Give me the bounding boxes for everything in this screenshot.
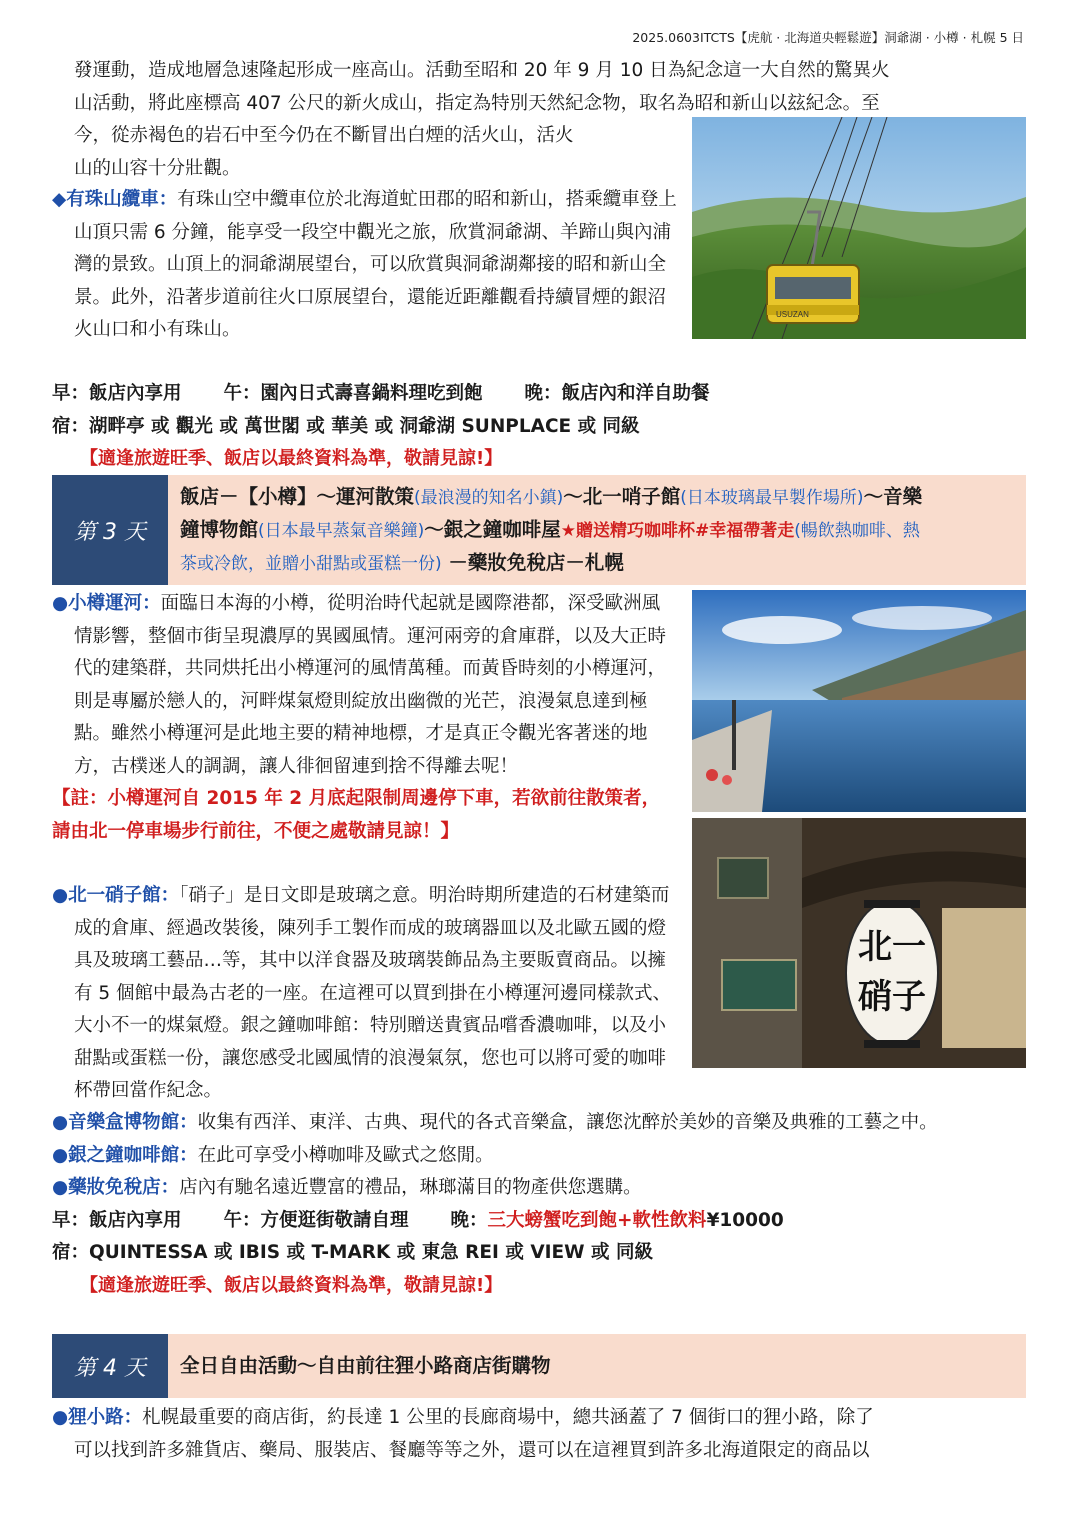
breakfast: 早：飯店內享用 (52, 1209, 182, 1231)
kitaichi-section (52, 880, 678, 1108)
dinner-label: 晚： (450, 1209, 488, 1231)
kitaichi-title: 北一硝子館： (68, 885, 180, 906)
kitaichi-lantern-photo (692, 818, 1026, 1068)
usuzan-ropeway-photo (692, 117, 1026, 339)
day4-route: 全日自由活動～自由前往狸小路商店街購物 (180, 1354, 551, 1377)
intro-line: 今，從赤褐色的岩石中至今仍在不斷冒出白煙的活火山，活火 (74, 125, 574, 146)
lunch: 午：方便逛街敬請自理 (223, 1209, 409, 1231)
intro-line: 山的山容十分壯觀。 (74, 157, 241, 179)
day4-bar (52, 1334, 1026, 1398)
otaru-title: 小樽運河： (68, 593, 161, 614)
hotel-notice: 【適逢旅遊旺季、飯店以最終資料為準，敬請見諒!】 (80, 1274, 503, 1296)
musicbox-text: 收集有西洋、東洋、古典、現代的各式音樂盒，讓您沈醉於美妙的音樂及典雅的工藝之中。 (197, 1112, 938, 1133)
day3-label: 第 3 天 (52, 475, 168, 585)
ginnokane-title: 銀之鐘咖啡館： (68, 1144, 198, 1166)
dinner-special: 三大螃蟹吃到飽+軟性飲料 (487, 1209, 707, 1231)
dinner: 晚：飯店內和洋自助餐 (524, 383, 710, 404)
circle-bullet-icon: ● (52, 1177, 69, 1198)
tanuki-section (52, 1402, 1037, 1467)
usuzan-text: 有珠山空中纜車位於北海道虻田郡的昭和新山，搭乘纜車登上山頂只需 6 分鐘，能享受一段空中觀光之旅，欣賞洞爺湖、羊蹄山與內浦灣的景致。山頂上的洞爺湖展望台，可以欣賞與洞爺湖鄰接的昭和新山全景。此外，沿著步道前往火口原展望台，還能近距離觀看持續冒煙的銀沼火山口和小有珠山。 (74, 189, 677, 340)
day3-route: 飯店－【小樽】～運河散策(最浪漫的知名小鎮)～北一哨子館(日本玻璃最早製作場所)～音樂 鐘博物館(日本最早蒸氣音樂鐘)～銀之鐘咖啡屋★贈送精巧咖啡杯#幸福帶著走(暢飲熱咖啡、熱 茶或冷飲，並贈小甜點或蛋糕一份) －藥妝免稅店－札幌 (180, 485, 923, 574)
otaru-canal-photo (692, 590, 1026, 812)
otaru-text: 面臨日本海的小樽，從明治時代起就是國際港都，深受歐洲風情影響，整個市街呈現濃厚的異國風情。運河兩旁的倉庫群，以及大正時代的建築群，共同烘托出小樽運河的風情萬種。而黃昏時刻的小樽運河，則是專屬於戀人的，河畔煤氣燈則綻放出幽微的光芒，浪漫氣息達到極點。雖然小樽運河是此地主要的精神地標，才是真正令觀光客著迷的地方，古樸迷人的調調，讓人徘徊留連到捨不得離去呢！ (74, 593, 667, 777)
tanuki-line2: 可以找到許多雜貨店、藥局、服裝店、餐廳等等之外，還可以在這裡買到許多北海道限定的商品以 (74, 1439, 870, 1461)
circle-bullet-icon: ● (52, 1112, 69, 1133)
circle-bullet-icon: ● (52, 1407, 69, 1428)
day3-hotel: 宿：QUINTESSA 或 IBIS 或 T-MARK 或 東急 REI 或 VIEW 或 同級 (52, 1242, 653, 1263)
dinner-price: ¥10000 (706, 1209, 784, 1231)
circle-bullet-icon: ● (52, 1144, 69, 1166)
tanuki-line1: 札幌最重要的商店街，約長達 1 公里的長廊商場中，總共涵蓋了 7 個街口的狸小路，除了 (142, 1407, 874, 1428)
lunch: 午：園內日式壽喜鍋料理吃到飽 (223, 383, 483, 404)
drugstore-title: 藥妝免稅店： (68, 1177, 180, 1198)
usuzan-section (52, 184, 678, 347)
diamond-bullet-icon: ◆ (52, 189, 67, 210)
usuzan-title: 有珠山纜車： (66, 189, 178, 210)
page-header: 2025.0603ITCTS【虎航 · 北海道央輕鬆遊】洞爺湖 · 小樽 · 札幌 5 日 (632, 30, 1024, 45)
day3-bar (52, 475, 1026, 585)
svg-text:硝子: 硝子 (858, 977, 926, 1017)
other-sights (52, 1107, 1026, 1302)
drugstore-text: 店內有馳名遠近豐富的禮品，琳瑯滿目的物產供您選購。 (179, 1177, 642, 1198)
gondola-label: USUZAN (776, 310, 809, 319)
day2-hotel: 宿：湖畔亭 或 觀光 或 萬世閣 或 華美 或 洞爺湖 SUNPLACE 或 同級 (52, 415, 640, 437)
intro-line: 發運動，造成地層急速隆起形成一座高山。活動至昭和 20 年 9 月 10 日為紀念這一大自然的驚異火 (74, 60, 890, 81)
intro-line: 山活動，將此座標高 407 公尺的新火成山，指定為特別天然紀念物，取名為昭和新山以玆紀念。至 (74, 92, 880, 114)
otaru-section (52, 588, 678, 848)
ginnokane-text: 在此可享受小樽咖啡及歐式之悠閒。 (197, 1144, 494, 1166)
breakfast: 早：飯店內享用 (52, 383, 182, 404)
circle-bullet-icon: ● (52, 885, 69, 906)
musicbox-title: 音樂盒博物館： (68, 1112, 198, 1133)
svg-text:北一: 北一 (858, 927, 926, 967)
kitaichi-text: 「硝子」是日文即是玻璃之意。明治時期所建造的石材建築而成的倉庫、經過改裝後，陳列手工製作而成的玻璃器皿以及北歐五國的燈具及玻璃工藝品…等，其中以洋食器及玻璃裝飾品為主要販賣商品。以擁有 5 個館中最為古老的一座。在這裡可以買到掛在小樽運河邊同樣款式、大小不一的煤氣燈。銀之鐘咖啡館：特別贈送貴賓品嚐香濃咖啡，以及小甜點或蛋糕一份，讓您感受北國風情的浪漫氣氛，您也可以將可愛的咖啡杯帶回當作紀念。 (74, 885, 672, 1101)
hotel-notice: 【適逢旅遊旺季、飯店以最終資料為準，敬請見諒!】 (80, 448, 503, 469)
day2-meals (52, 378, 1026, 475)
tanuki-title: 狸小路： (68, 1407, 143, 1428)
circle-bullet-icon: ● (52, 593, 69, 614)
day4-label: 第 4 天 (52, 1334, 168, 1398)
otaru-note: 【註：小樽運河自 2015 年 2 月底起限制周邊停下車，若欲前往散策者，請由北一停車場步行前往，不便之處敬請見諒！】 (52, 788, 661, 842)
